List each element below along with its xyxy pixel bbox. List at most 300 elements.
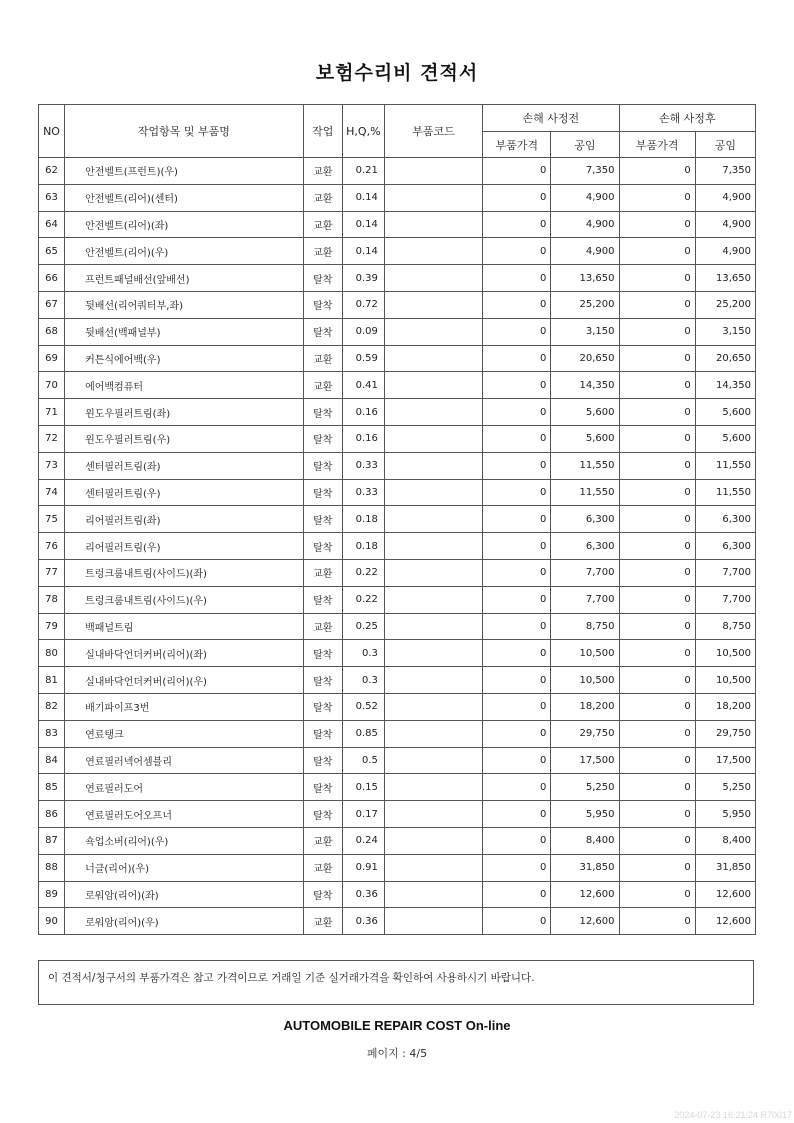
row-work-type: 교환 (303, 559, 342, 586)
row-part-code (384, 908, 482, 935)
row-before-parts-price: 0 (483, 425, 551, 452)
table-row (39, 667, 756, 694)
row-before-parts-price: 0 (483, 318, 551, 345)
row-after-parts-price: 0 (619, 774, 695, 801)
row-before-labor: 11,550 (551, 452, 619, 479)
row-before-labor: 3,150 (551, 318, 619, 345)
row-before-labor: 5,950 (551, 801, 619, 828)
row-before-labor: 13,650 (551, 265, 619, 292)
table-row (39, 265, 756, 292)
row-after-labor: 8,400 (695, 827, 755, 854)
row-after-parts-price: 0 (619, 318, 695, 345)
row-after-labor: 5,600 (695, 425, 755, 452)
page-number: 페이지 : 4/5 (366, 1047, 428, 1060)
row-item-name: 리어필러트림(좌) (65, 506, 304, 533)
price-notice: 이 견적서/청구서의 부품가격은 참고 가격이므로 거래일 기준 실거래가격을 확인하여 사용하시기 바랍니다. (38, 960, 754, 1005)
row-no: 70 (39, 372, 65, 399)
row-part-code (384, 211, 482, 238)
row-before-labor: 10,500 (551, 640, 619, 667)
row-after-parts-price: 0 (619, 506, 695, 533)
row-before-parts-price: 0 (483, 827, 551, 854)
row-item-name: 커튼식에어백(우) (65, 345, 304, 372)
row-after-parts-price: 0 (619, 586, 695, 613)
row-after-parts-price: 0 (619, 559, 695, 586)
table-row (39, 559, 756, 586)
row-before-labor: 5,600 (551, 425, 619, 452)
row-item-name: 센터필러트림(우) (65, 479, 304, 506)
row-work-type: 탈착 (303, 747, 342, 774)
row-after-labor: 20,650 (695, 345, 755, 372)
row-hq: 0.25 (342, 613, 384, 640)
row-before-parts-price: 0 (483, 184, 551, 211)
row-part-code (384, 372, 482, 399)
row-before-labor: 6,300 (551, 533, 619, 560)
row-before-parts-price: 0 (483, 908, 551, 935)
row-after-parts-price: 0 (619, 291, 695, 318)
row-before-parts-price: 0 (483, 774, 551, 801)
row-hq: 0.85 (342, 720, 384, 747)
table-body (39, 158, 756, 935)
row-before-parts-price: 0 (483, 559, 551, 586)
row-no: 68 (39, 318, 65, 345)
table-row (39, 372, 756, 399)
row-after-parts-price: 0 (619, 399, 695, 426)
table-row (39, 318, 756, 345)
row-after-parts-price: 0 (619, 184, 695, 211)
row-before-parts-price: 0 (483, 265, 551, 292)
row-no: 84 (39, 747, 65, 774)
row-work-type: 탈착 (303, 586, 342, 613)
header-after-labor: 공임 (695, 132, 755, 158)
table-row (39, 506, 756, 533)
row-after-labor: 17,500 (695, 747, 755, 774)
row-before-labor: 10,500 (551, 667, 619, 694)
row-before-parts-price: 0 (483, 640, 551, 667)
row-after-parts-price: 0 (619, 345, 695, 372)
row-after-labor: 3,150 (695, 318, 755, 345)
row-after-parts-price: 0 (619, 693, 695, 720)
row-item-name: 연료필러넥어셈블리 (65, 747, 304, 774)
row-part-code (384, 479, 482, 506)
document-title: 보험수리비 견적서 (315, 62, 479, 84)
row-hq: 0.16 (342, 399, 384, 426)
row-hq: 0.22 (342, 559, 384, 586)
table-row (39, 586, 756, 613)
row-no: 76 (39, 533, 65, 560)
table-row (39, 425, 756, 452)
row-no: 62 (39, 158, 65, 185)
header-work: 작업 (303, 105, 342, 158)
row-after-parts-price: 0 (619, 801, 695, 828)
row-hq: 0.3 (342, 667, 384, 694)
row-after-parts-price: 0 (619, 720, 695, 747)
row-work-type: 탈착 (303, 667, 342, 694)
row-part-code (384, 693, 482, 720)
row-after-labor: 4,900 (695, 238, 755, 265)
row-no: 85 (39, 774, 65, 801)
row-part-code (384, 720, 482, 747)
row-before-parts-price: 0 (483, 345, 551, 372)
row-after-parts-price: 0 (619, 265, 695, 292)
row-work-type: 교환 (303, 827, 342, 854)
row-before-labor: 4,900 (551, 184, 619, 211)
row-part-code (384, 452, 482, 479)
table-row (39, 747, 756, 774)
row-no: 90 (39, 908, 65, 935)
row-part-code (384, 774, 482, 801)
table-row (39, 881, 756, 908)
row-part-code (384, 667, 482, 694)
row-item-name: 연료필러도어오프너 (65, 801, 304, 828)
row-after-parts-price: 0 (619, 640, 695, 667)
row-after-labor: 4,900 (695, 184, 755, 211)
row-after-parts-price: 0 (619, 747, 695, 774)
row-hq: 0.15 (342, 774, 384, 801)
row-after-labor: 8,750 (695, 613, 755, 640)
row-work-type: 탈착 (303, 399, 342, 426)
table-row (39, 533, 756, 560)
row-after-parts-price: 0 (619, 613, 695, 640)
row-item-name: 뒷배선(리어쿼터부,좌) (65, 291, 304, 318)
row-hq: 0.59 (342, 345, 384, 372)
row-no: 75 (39, 506, 65, 533)
row-before-labor: 4,900 (551, 238, 619, 265)
row-after-parts-price: 0 (619, 452, 695, 479)
row-after-parts-price: 0 (619, 667, 695, 694)
row-part-code (384, 425, 482, 452)
row-hq: 0.36 (342, 908, 384, 935)
row-after-labor: 14,350 (695, 372, 755, 399)
row-work-type: 교환 (303, 613, 342, 640)
row-item-name: 뒷배선(백패널부) (65, 318, 304, 345)
row-work-type: 교환 (303, 372, 342, 399)
row-before-labor: 14,350 (551, 372, 619, 399)
row-after-parts-price: 0 (619, 533, 695, 560)
table-row (39, 291, 756, 318)
row-item-name: 트렁크룸내트림(사이드)(우) (65, 586, 304, 613)
row-no: 80 (39, 640, 65, 667)
row-after-labor: 18,200 (695, 693, 755, 720)
row-no: 63 (39, 184, 65, 211)
table-row (39, 399, 756, 426)
row-before-labor: 7,700 (551, 586, 619, 613)
row-after-labor: 11,550 (695, 479, 755, 506)
row-no: 83 (39, 720, 65, 747)
row-part-code (384, 291, 482, 318)
row-part-code (384, 640, 482, 667)
row-work-type: 탈착 (303, 801, 342, 828)
row-work-type: 탈착 (303, 774, 342, 801)
row-item-name: 안전벨트(리어)(센터) (65, 184, 304, 211)
row-item-name: 연료필러도어 (65, 774, 304, 801)
row-item-name: 에어백컴퓨터 (65, 372, 304, 399)
row-before-parts-price: 0 (483, 854, 551, 881)
row-before-labor: 7,350 (551, 158, 619, 185)
row-part-code (384, 533, 482, 560)
row-after-labor: 12,600 (695, 908, 755, 935)
header-no: NO (39, 105, 65, 158)
row-no: 71 (39, 399, 65, 426)
header-item: 작업항목 및 부품명 (65, 105, 304, 158)
row-before-parts-price: 0 (483, 238, 551, 265)
row-part-code (384, 613, 482, 640)
row-hq: 0.24 (342, 827, 384, 854)
row-hq: 0.52 (342, 693, 384, 720)
row-before-parts-price: 0 (483, 291, 551, 318)
row-no: 86 (39, 801, 65, 828)
row-work-type: 탈착 (303, 291, 342, 318)
header-after-adjustment: 손해 사정후 (619, 105, 755, 132)
row-no: 65 (39, 238, 65, 265)
row-after-labor: 6,300 (695, 506, 755, 533)
row-after-parts-price: 0 (619, 908, 695, 935)
row-hq: 0.91 (342, 854, 384, 881)
table-row (39, 693, 756, 720)
row-after-parts-price: 0 (619, 372, 695, 399)
row-no: 73 (39, 452, 65, 479)
row-hq: 0.18 (342, 533, 384, 560)
row-no: 88 (39, 854, 65, 881)
row-work-type: 교환 (303, 854, 342, 881)
row-after-labor: 11,550 (695, 452, 755, 479)
row-hq: 0.41 (342, 372, 384, 399)
row-after-labor: 10,500 (695, 640, 755, 667)
row-no: 66 (39, 265, 65, 292)
table-row (39, 238, 756, 265)
table-row (39, 158, 756, 185)
row-item-name: 로워암(리어)(좌) (65, 881, 304, 908)
row-item-name: 배기파이프3번 (65, 693, 304, 720)
row-after-labor: 29,750 (695, 720, 755, 747)
row-hq: 0.14 (342, 211, 384, 238)
row-before-labor: 29,750 (551, 720, 619, 747)
row-work-type: 교환 (303, 238, 342, 265)
row-after-labor: 5,250 (695, 774, 755, 801)
row-before-parts-price: 0 (483, 881, 551, 908)
table-row (39, 613, 756, 640)
row-after-parts-price: 0 (619, 425, 695, 452)
row-before-parts-price: 0 (483, 372, 551, 399)
row-part-code (384, 238, 482, 265)
row-before-parts-price: 0 (483, 586, 551, 613)
row-before-labor: 20,650 (551, 345, 619, 372)
row-work-type: 탈착 (303, 640, 342, 667)
table-row (39, 211, 756, 238)
row-after-labor: 6,300 (695, 533, 755, 560)
row-before-labor: 18,200 (551, 693, 619, 720)
row-work-type: 탈착 (303, 881, 342, 908)
header-hq: H,Q,% (342, 105, 384, 158)
row-after-labor: 7,700 (695, 559, 755, 586)
header-before-parts-price: 부품가격 (483, 132, 551, 158)
row-no: 74 (39, 479, 65, 506)
row-before-labor: 17,500 (551, 747, 619, 774)
row-hq: 0.72 (342, 291, 384, 318)
row-after-parts-price: 0 (619, 211, 695, 238)
row-no: 77 (39, 559, 65, 586)
row-part-code (384, 506, 482, 533)
row-hq: 0.33 (342, 452, 384, 479)
row-after-labor: 31,850 (695, 854, 755, 881)
row-item-name: 센터필러트림(좌) (65, 452, 304, 479)
row-work-type: 탈착 (303, 265, 342, 292)
row-part-code (384, 586, 482, 613)
row-before-labor: 5,600 (551, 399, 619, 426)
table-row (39, 774, 756, 801)
row-after-labor: 12,600 (695, 881, 755, 908)
row-work-type: 탈착 (303, 479, 342, 506)
row-part-code (384, 265, 482, 292)
row-hq: 0.5 (342, 747, 384, 774)
row-before-parts-price: 0 (483, 452, 551, 479)
header-before-adjustment: 손해 사정전 (483, 105, 619, 132)
row-before-parts-price: 0 (483, 533, 551, 560)
row-hq: 0.36 (342, 881, 384, 908)
footer-title: AUTOMOBILE REPAIR COST On-line (283, 1018, 511, 1033)
row-before-parts-price: 0 (483, 399, 551, 426)
row-work-type: 교환 (303, 211, 342, 238)
row-item-name: 너클(리어)(우) (65, 854, 304, 881)
row-no: 79 (39, 613, 65, 640)
row-before-parts-price: 0 (483, 479, 551, 506)
row-no: 78 (39, 586, 65, 613)
table-row (39, 854, 756, 881)
row-part-code (384, 184, 482, 211)
row-item-name: 트렁크룸내트림(사이드)(좌) (65, 559, 304, 586)
row-part-code (384, 345, 482, 372)
row-before-labor: 12,600 (551, 908, 619, 935)
row-item-name: 연료탱크 (65, 720, 304, 747)
row-part-code (384, 318, 482, 345)
table-row (39, 640, 756, 667)
row-after-labor: 7,700 (695, 586, 755, 613)
row-item-name: 백패널트림 (65, 613, 304, 640)
row-part-code (384, 881, 482, 908)
row-before-parts-price: 0 (483, 667, 551, 694)
row-item-name: 안전벨트(리어)(좌) (65, 211, 304, 238)
row-item-name: 안전벨트(리어)(우) (65, 238, 304, 265)
row-work-type: 교환 (303, 345, 342, 372)
row-work-type: 탈착 (303, 452, 342, 479)
table-row (39, 184, 756, 211)
row-before-labor: 8,400 (551, 827, 619, 854)
row-part-code (384, 559, 482, 586)
row-before-labor: 25,200 (551, 291, 619, 318)
row-work-type: 교환 (303, 908, 342, 935)
row-hq: 0.39 (342, 265, 384, 292)
row-before-labor: 11,550 (551, 479, 619, 506)
row-hq: 0.16 (342, 425, 384, 452)
row-no: 64 (39, 211, 65, 238)
row-part-code (384, 801, 482, 828)
print-timestamp: 2024-07-23 16:21:24 R70017 (674, 1110, 792, 1120)
table-row (39, 827, 756, 854)
row-hq: 0.17 (342, 801, 384, 828)
table-row (39, 720, 756, 747)
row-hq: 0.09 (342, 318, 384, 345)
row-item-name: 윈도우필러트림(우) (65, 425, 304, 452)
header-before-labor: 공임 (551, 132, 619, 158)
row-after-labor: 5,950 (695, 801, 755, 828)
row-after-labor: 25,200 (695, 291, 755, 318)
row-after-labor: 4,900 (695, 211, 755, 238)
table-row (39, 801, 756, 828)
row-hq: 0.14 (342, 238, 384, 265)
row-work-type: 탈착 (303, 693, 342, 720)
table-row (39, 479, 756, 506)
row-part-code (384, 827, 482, 854)
row-before-parts-price: 0 (483, 693, 551, 720)
row-before-labor: 12,600 (551, 881, 619, 908)
row-before-parts-price: 0 (483, 747, 551, 774)
row-part-code (384, 854, 482, 881)
estimate-table (38, 104, 756, 935)
table-row (39, 345, 756, 372)
row-work-type: 교환 (303, 158, 342, 185)
row-item-name: 로워암(리어)(우) (65, 908, 304, 935)
row-item-name: 리어필러트림(우) (65, 533, 304, 560)
row-no: 72 (39, 425, 65, 452)
row-hq: 0.21 (342, 158, 384, 185)
row-part-code (384, 747, 482, 774)
row-after-labor: 7,350 (695, 158, 755, 185)
row-item-name: 프런트패널배선(앞배선) (65, 265, 304, 292)
row-hq: 0.3 (342, 640, 384, 667)
row-before-labor: 7,700 (551, 559, 619, 586)
row-before-parts-price: 0 (483, 506, 551, 533)
row-item-name: 윈도우필러트림(좌) (65, 399, 304, 426)
table-row (39, 908, 756, 935)
row-after-labor: 13,650 (695, 265, 755, 292)
table-header (39, 105, 756, 158)
row-before-parts-price: 0 (483, 211, 551, 238)
row-after-parts-price: 0 (619, 479, 695, 506)
row-work-type: 탈착 (303, 533, 342, 560)
row-work-type: 탈착 (303, 425, 342, 452)
row-work-type: 교환 (303, 184, 342, 211)
row-no: 69 (39, 345, 65, 372)
row-before-labor: 6,300 (551, 506, 619, 533)
row-before-parts-price: 0 (483, 613, 551, 640)
row-item-name: 실내바닥언더커버(리어)(우) (65, 667, 304, 694)
row-before-parts-price: 0 (483, 801, 551, 828)
row-part-code (384, 158, 482, 185)
row-no: 82 (39, 693, 65, 720)
row-no: 81 (39, 667, 65, 694)
row-no: 87 (39, 827, 65, 854)
row-before-labor: 5,250 (551, 774, 619, 801)
row-hq: 0.33 (342, 479, 384, 506)
row-after-labor: 5,600 (695, 399, 755, 426)
row-work-type: 탈착 (303, 506, 342, 533)
row-before-labor: 4,900 (551, 211, 619, 238)
row-after-parts-price: 0 (619, 238, 695, 265)
row-work-type: 탈착 (303, 720, 342, 747)
table-row (39, 452, 756, 479)
header-after-parts-price: 부품가격 (619, 132, 695, 158)
row-before-parts-price: 0 (483, 720, 551, 747)
row-before-labor: 8,750 (551, 613, 619, 640)
row-hq: 0.22 (342, 586, 384, 613)
row-after-parts-price: 0 (619, 827, 695, 854)
row-item-name: 안전벨트(프런트)(우) (65, 158, 304, 185)
row-after-labor: 10,500 (695, 667, 755, 694)
row-after-parts-price: 0 (619, 158, 695, 185)
row-before-parts-price: 0 (483, 158, 551, 185)
row-after-parts-price: 0 (619, 881, 695, 908)
row-before-labor: 31,850 (551, 854, 619, 881)
row-item-name: 실내바닥언더커버(리어)(좌) (65, 640, 304, 667)
